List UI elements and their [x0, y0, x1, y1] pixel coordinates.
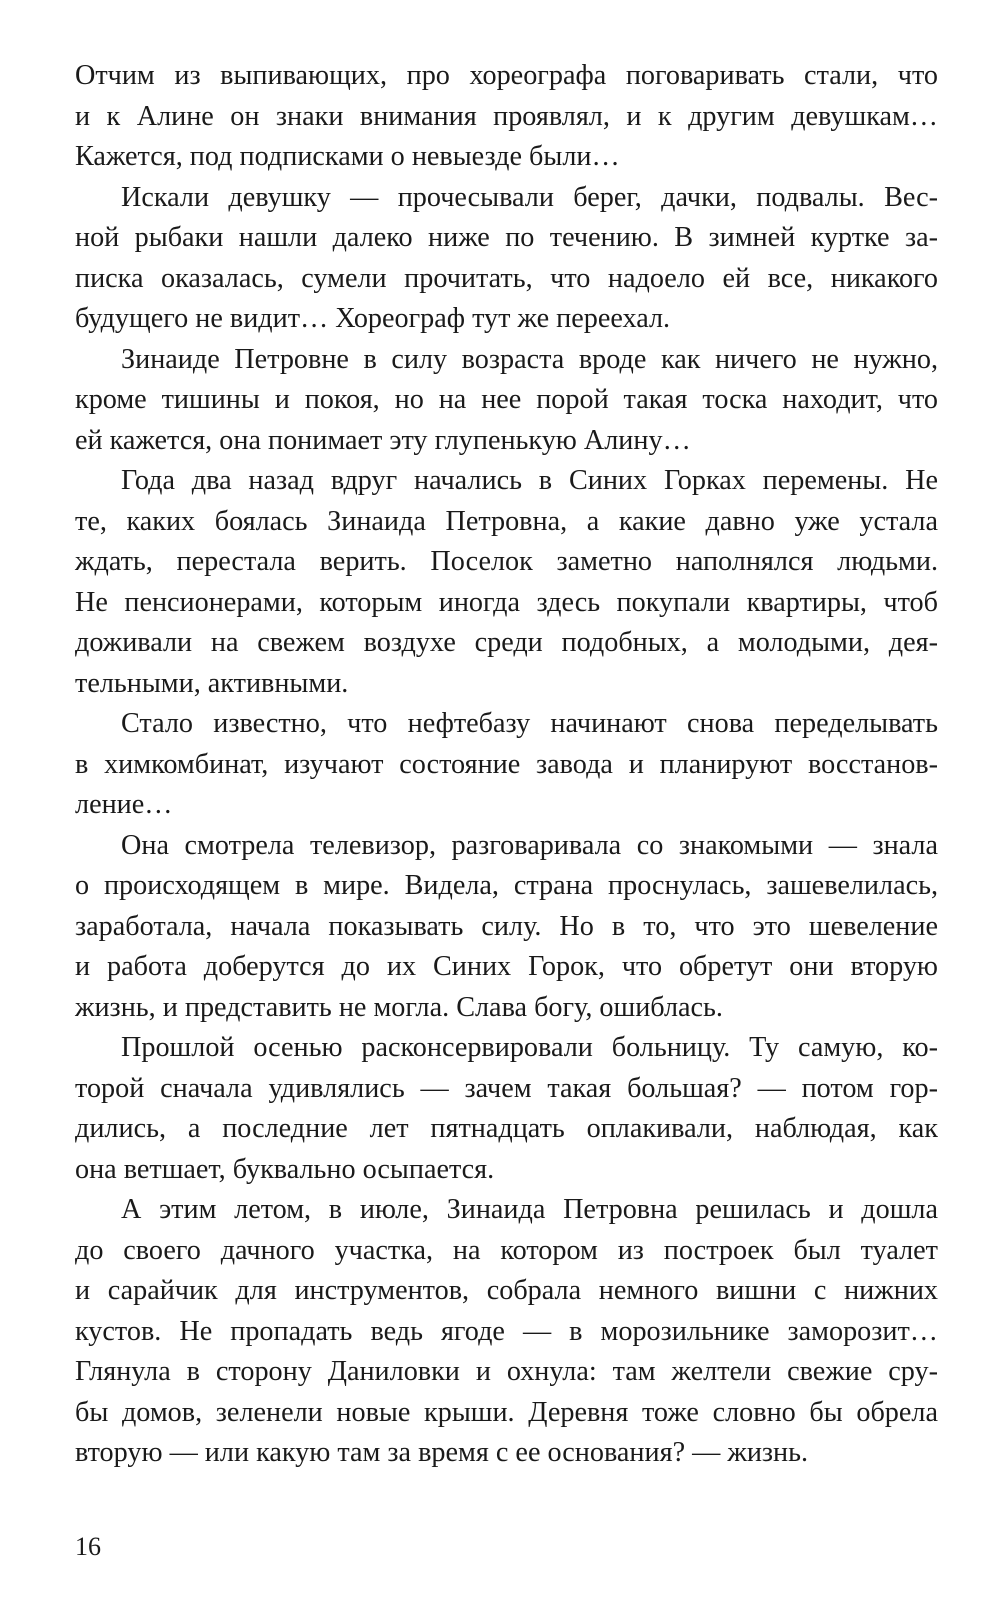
text-line: торой сначала удивлялись — зачем такая большая? — потом гор- [75, 1072, 938, 1104]
text-line: Стало известно, что нефтебазу начинают снова переделывать [121, 708, 938, 739]
text-line: Кажется, под подписками о невыезде были… [75, 141, 620, 172]
text-line: и работа доберутся до их Синих Горок, что обретут они вторую [75, 951, 938, 982]
text-line: Отчим из выпивающих, про хореографа поговаривать стали, что [75, 60, 938, 91]
paragraph [75, 826, 938, 1029]
text-line: будущего не видит… Хореограф тут же переехал. [75, 303, 671, 334]
text-line: Прошлой осенью расконсервировали больницу. Ту самую, ко- [121, 1032, 938, 1063]
text-line: доживали на свежем воздухе среди подобных, а молодыми, дея- [75, 627, 938, 658]
text-line: и к Алине он знаки внимания проявлял, и к другим девушкам… [75, 100, 938, 132]
text-line: кустов. Не пропадать ведь ягоде — в морозильнике заморозит… [75, 1315, 938, 1347]
text-line: ление… [75, 789, 173, 820]
paragraph [75, 56, 938, 178]
text-line: Зинаиде Петровне в силу возраста вроде как ничего не нужно, [121, 343, 938, 375]
text-line: А этим летом, в июле, Зинаида Петровна решилась и дошла [121, 1194, 938, 1225]
text-line: о происходящем в мире. Видела, страна проснулась, зашевелилась, [75, 870, 938, 901]
text-line: Она смотрела телевизор, разговаривала со знакомыми — знала [121, 829, 938, 861]
text-line: кроме тишины и покоя, но на нее порой такая тоска находит, что [75, 384, 938, 415]
text-line: Не пенсионерами, которым иногда здесь покупали квартиры, чтоб [75, 586, 938, 618]
paragraph [75, 1190, 938, 1474]
text-line: заработала, начала показывать силу. Но в то, что это шевеление [75, 910, 938, 942]
text-line: вторую — или какую там за время с ее основания? — жизнь. [75, 1437, 809, 1468]
text-line: до своего дачного участка, на котором из построек был туалет [75, 1234, 938, 1266]
text-line: писка оказалась, сумели прочитать, что надоело ей все, никакого [75, 262, 938, 294]
text-line: и сарайчик для инструментов, собрала немного вишни с нижних [75, 1275, 938, 1306]
text-line: Глянула в сторону Даниловки и охнула: там желтели свежие сру- [75, 1356, 938, 1387]
paragraph [75, 340, 938, 462]
text-line: ей кажется, она понимает эту глупенькую Алину… [75, 424, 691, 456]
text-line: жизнь, и представить не могла. Слава богу, ошиблась. [75, 991, 723, 1023]
text-line: ждать, перестала верить. Поселок заметно наполнялся людьми. [75, 546, 938, 577]
paragraph [75, 1028, 938, 1190]
page-number: 16 [75, 1532, 101, 1561]
text-line: тельными, активными. [75, 667, 349, 699]
text-line: бы домов, зеленели новые крыши. Деревня тоже словно бы обрела [75, 1396, 938, 1428]
page-body [75, 56, 938, 1474]
text-line: те, каких боялась Зинаида Петровна, а какие давно уже устала [75, 505, 938, 537]
paragraph [75, 704, 938, 826]
paragraph [75, 461, 938, 704]
text-line: в химкомбинат, изучают состояние завода и планируют восстанов- [75, 748, 938, 780]
text-line: Года два назад вдруг начались в Синих Горках перемены. Не [121, 465, 938, 496]
text-line: ной рыбаки нашли далеко ниже по течению. В зимней куртке за- [75, 222, 938, 253]
text-line: дились, а последние лет пятнадцать оплакивали, наблюдая, как [75, 1113, 938, 1144]
text-line: она ветшает, буквально осыпается. [75, 1153, 495, 1185]
text-line: Искали девушку — прочесывали берег, дачки, подвалы. Вес- [121, 181, 938, 213]
paragraph [75, 178, 938, 340]
